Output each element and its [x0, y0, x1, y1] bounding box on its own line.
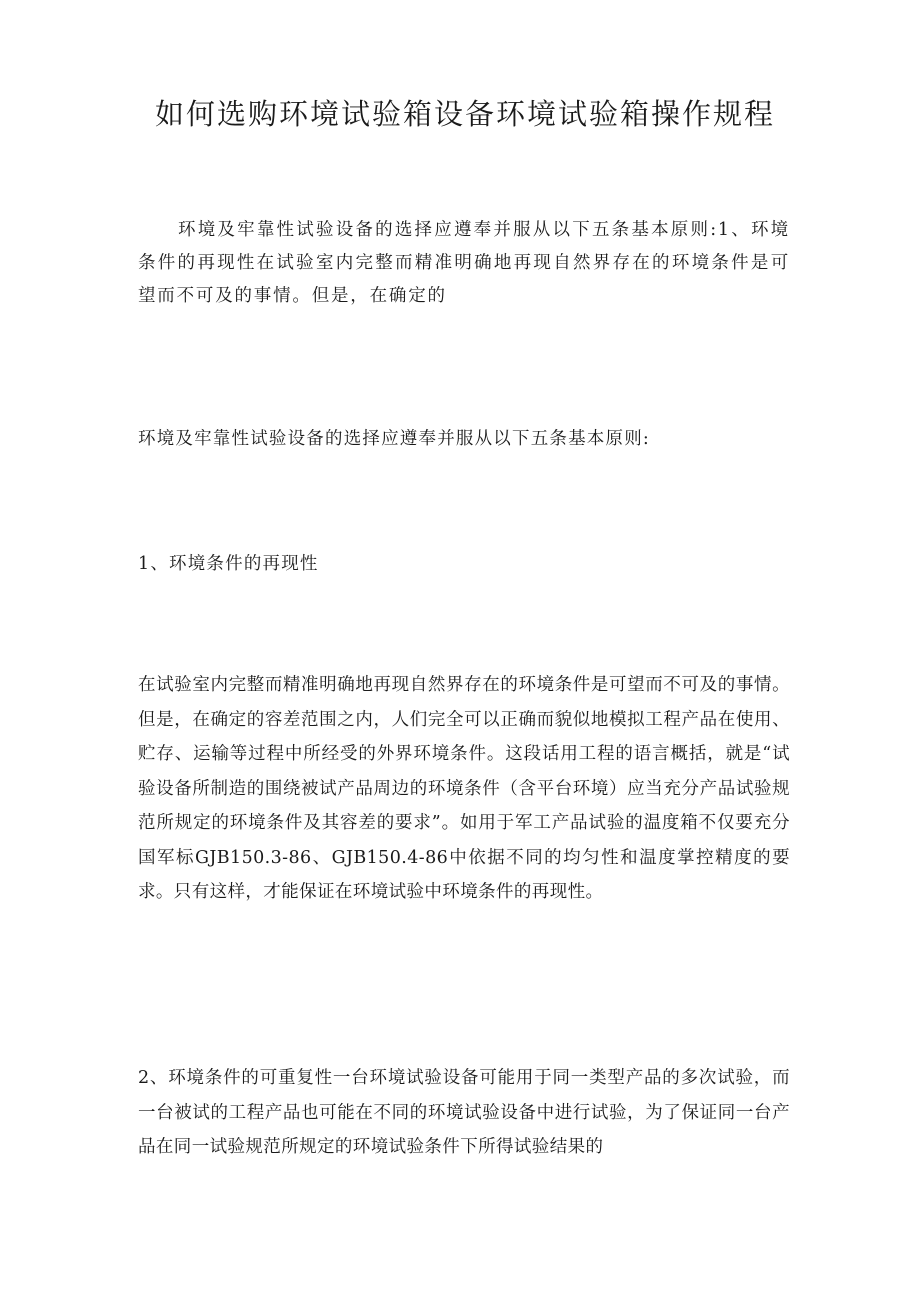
section-heading-reproducibility: 1、环境条件的再现性	[138, 554, 319, 574]
principles-intro-paragraph: 环境及牢靠性试验设备的选择应遵奉并服从以下五条基本原则:	[138, 429, 650, 449]
reproducibility-paragraph: 在试验室内完整而精准明确地再现自然界存在的环境条件是可望而不可及的事情。但是，在确定的容差范围之内，人们完全可以正确而貌似地模拟工程产品在使用、贮存、运输等过程中所经受的外界环境条件。这段话用工程的语言概括，就是“试验设备所制造的围绕被试产品周边的环境条件（含平台环境）应当充分产品试验规范所规定的环境条件及其容差的要求”。如用于军工产品试验的温度箱不仅要充分国军标GJB150.3-86、GJB150.4-86中依据不同的均匀性和温度掌控精度的要求。只有这样，才能保证在环境试验中环境条件的再现性。	[138, 675, 790, 902]
document-title: 如何选购环境试验箱设备环境试验箱操作规程	[154, 97, 775, 131]
repeatability-paragraph: 2、环境条件的可重复性一台环境试验设备可能用于同一类型产品的多次试验，而一台被试的工程产品也可能在不同的环境试验设备中进行试验，为了保证同一台产品在同一试验规范所规定的环境试验条件下所得试验结果的	[138, 1068, 790, 1157]
intro-paragraph: 环境及牢靠性试验设备的选择应遵奉并服从以下五条基本原则:1、环境条件的再现性在试验室内完整而精准明确地再现自然界存在的环境条件是可望而不可及的事情。但是，在确定的	[138, 220, 790, 306]
